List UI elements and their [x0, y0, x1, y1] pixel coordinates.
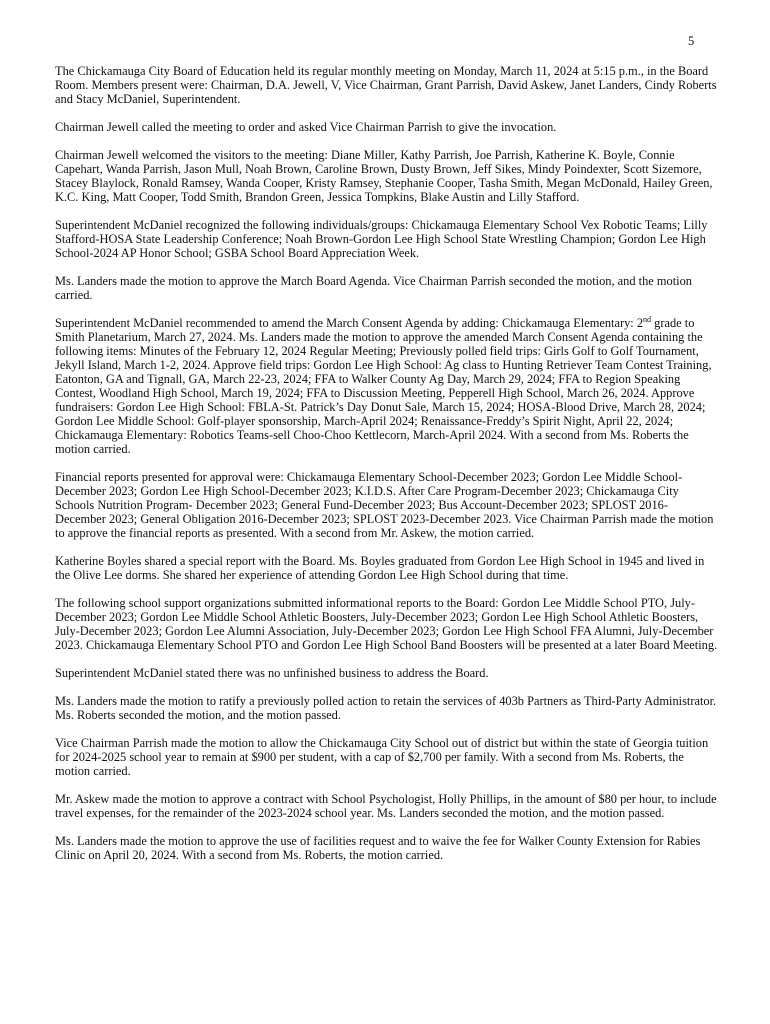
paragraph-special-report: Katherine Boyles shared a special report with the Board. Ms. Boyles graduated from Gordon Lee High School in 1945 and lived in the Olive Lee dorms. She shared her experience of attending Gordon Lee High School during that time. [55, 554, 705, 582]
paragraph-visitors: Chairman Jewell welcomed the visitors to the meeting: Diane Miller, Kathy Parrish, Joe Parrish, Katherine K. Boyle, Connie Capehart, Wanda Parrish, Jason Mull, Noah Brown, Caroline Brown, Dusty Brown, Jeff Sikes, Mindy Poindexter, Scott Sizemore, Stacey Blaylock, Ronald Ramsey, Wanda Cooper, Kristy Ramsey, Stephanie Cooper, Tasha Smith, Megan McDonald, Hailey Green, K.C. King, Matt Cooper, Todd Smith, Brandon Green, Jessica Tompkins, Blake Austin and Lilly Stafford. [55, 148, 713, 204]
ordinal-suffix: nd [643, 314, 652, 324]
paragraph-agenda-approval: Ms. Landers made the motion to approve the March Board Agenda. Vice Chairman Parrish seconded the motion, and the motion carried. [55, 274, 692, 302]
paragraph-tuition: Vice Chairman Parrish made the motion to allow the Chickamauga City School out of district but within the state of Georgia tuition for 2024-2025 school year to remain at $900 per student, with a cap of $2,700 per family. With a second from Ms. Roberts, the motion carried. [55, 736, 709, 778]
paragraph-403b-ratification: Ms. Landers made the motion to ratify a previously polled action to retain the services of 403b Partners as Third-Party Administrator. Ms. Roberts seconded the motion, and the motion passed. [55, 694, 717, 722]
paragraph-support-organizations: The following school support organizations submitted informational reports to the Board: Gordon Lee Middle School PTO, July-December 2023; Gordon Lee Middle School Athletic Boosters, July-December 2023; Gordon Lee High School Athletic Boosters, July-December 2023; Gordon Lee Alumni Association, July-December 2023; Gordon Lee High School FFA Alumni, July-December 2023. Chickamauga Elementary School PTO and Gordon Lee High School Band Boosters will be presented at a later Board Meeting. [55, 596, 718, 652]
page-number: 5 [688, 34, 695, 48]
paragraph-financial-reports: Financial reports presented for approval were: Chickamauga Elementary School-December 2023; Gordon Lee Middle School-December 2023; Gordon Lee High School-December 2023; K.I.D.S. After Care Program-December 2023; Chickamauga City Schools Nutrition Program- December 2023; General Fund-December 2023; Bus Account-December 2023; SPLOST 2016-December 2023; General Obligation 2016-December 2023; SPLOST 2023-December 2023. Vice Chairman Parrish made the motion to approve the financial reports as presented. With a second from Mr. Askew, the motion carried. [55, 470, 714, 540]
meeting-minutes-body [55, 64, 718, 876]
paragraph-call-to-order: Chairman Jewell called the meeting to order and asked Vice Chairman Parrish to give the invocation. [55, 120, 557, 134]
paragraph-recognitions: Superintendent McDaniel recognized the following individuals/groups: Chickamauga Elementary School Vex Robotic Teams; Lilly Stafford-HOSA State Leadership Conference; Noah Brown-Gordon Lee High School State Wrestling Champion; Gordon Lee High School-2024 AP Honor School; GSBA School Board Appreciation Week. [55, 218, 708, 260]
consent-agenda-text-end: grade to Smith Planetarium, March 27, 2024. Ms. Landers made the motion to approve the amended March Consent Agenda containing the following items: Minutes of the February 12, 2024 Regular Meeting; Previously polled field trips: Girls Golf to Golf Tournament, Jekyll Island, March 1-2, 2024. Approve field trips: Gordon Lee High School: Ag class to Hunting Retriever Team Contest Training, Eatonton, GA and Tignall, GA, March 22-23, 2024; FFA to Walker County Ag Day, March 29, 2024; FFA to Region Speaking Contest, Woodland High School, March 19, 2024; FFA to Discussion Meeting, Pepperell High School, March 26, 2024. Approve fundraisers: Gordon Lee High School: FBLA-St. Patrick’s Day Donut Sale, March 15, 2024; HOSA-Blood Drive, March 28, 2024; Gordon Lee Middle School: Golf-player sponsorship, March-April 2024; Renaissance-Freddy’s Spirit Night, April 22, 2024; Chickamauga Elementary: Robotics Teams-sell Choo-Choo Kettlecorn, March-April 2024. With a second from Ms. Roberts the motion carried. [55, 316, 712, 456]
paragraph-facilities-request: Ms. Landers made the motion to approve the use of facilities request and to waive the fee for Walker County Extension for Rabies Clinic on April 20, 2024. With a second from Ms. Roberts, the motion carried. [55, 834, 701, 862]
consent-agenda-text-start: Superintendent McDaniel recommended to amend the March Consent Agenda by adding: Chickamauga Elementary: 2 [55, 316, 644, 330]
paragraph-unfinished-business: Superintendent McDaniel stated there was no unfinished business to address the Board. [55, 666, 489, 680]
paragraph-meeting-opening: The Chickamauga City Board of Education held its regular monthly meeting on Monday, March 11, 2024 at 5:15 p.m., in the Board Room. Members present were: Chairman, D.A. Jewell, V, Vice Chairman, Grant Parrish, David Askew, Janet Landers, Cindy Roberts and Stacy McDaniel, Superintendent. [55, 64, 717, 106]
paragraph-consent-agenda [55, 316, 718, 456]
paragraph-psychologist-contract: Mr. Askew made the motion to approve a contract with School Psychologist, Holly Phillips, in the amount of $80 per hour, to include travel expenses, for the remainder of the 2023-2024 school year. Ms. Landers seconded the motion, and the motion passed. [55, 792, 717, 820]
